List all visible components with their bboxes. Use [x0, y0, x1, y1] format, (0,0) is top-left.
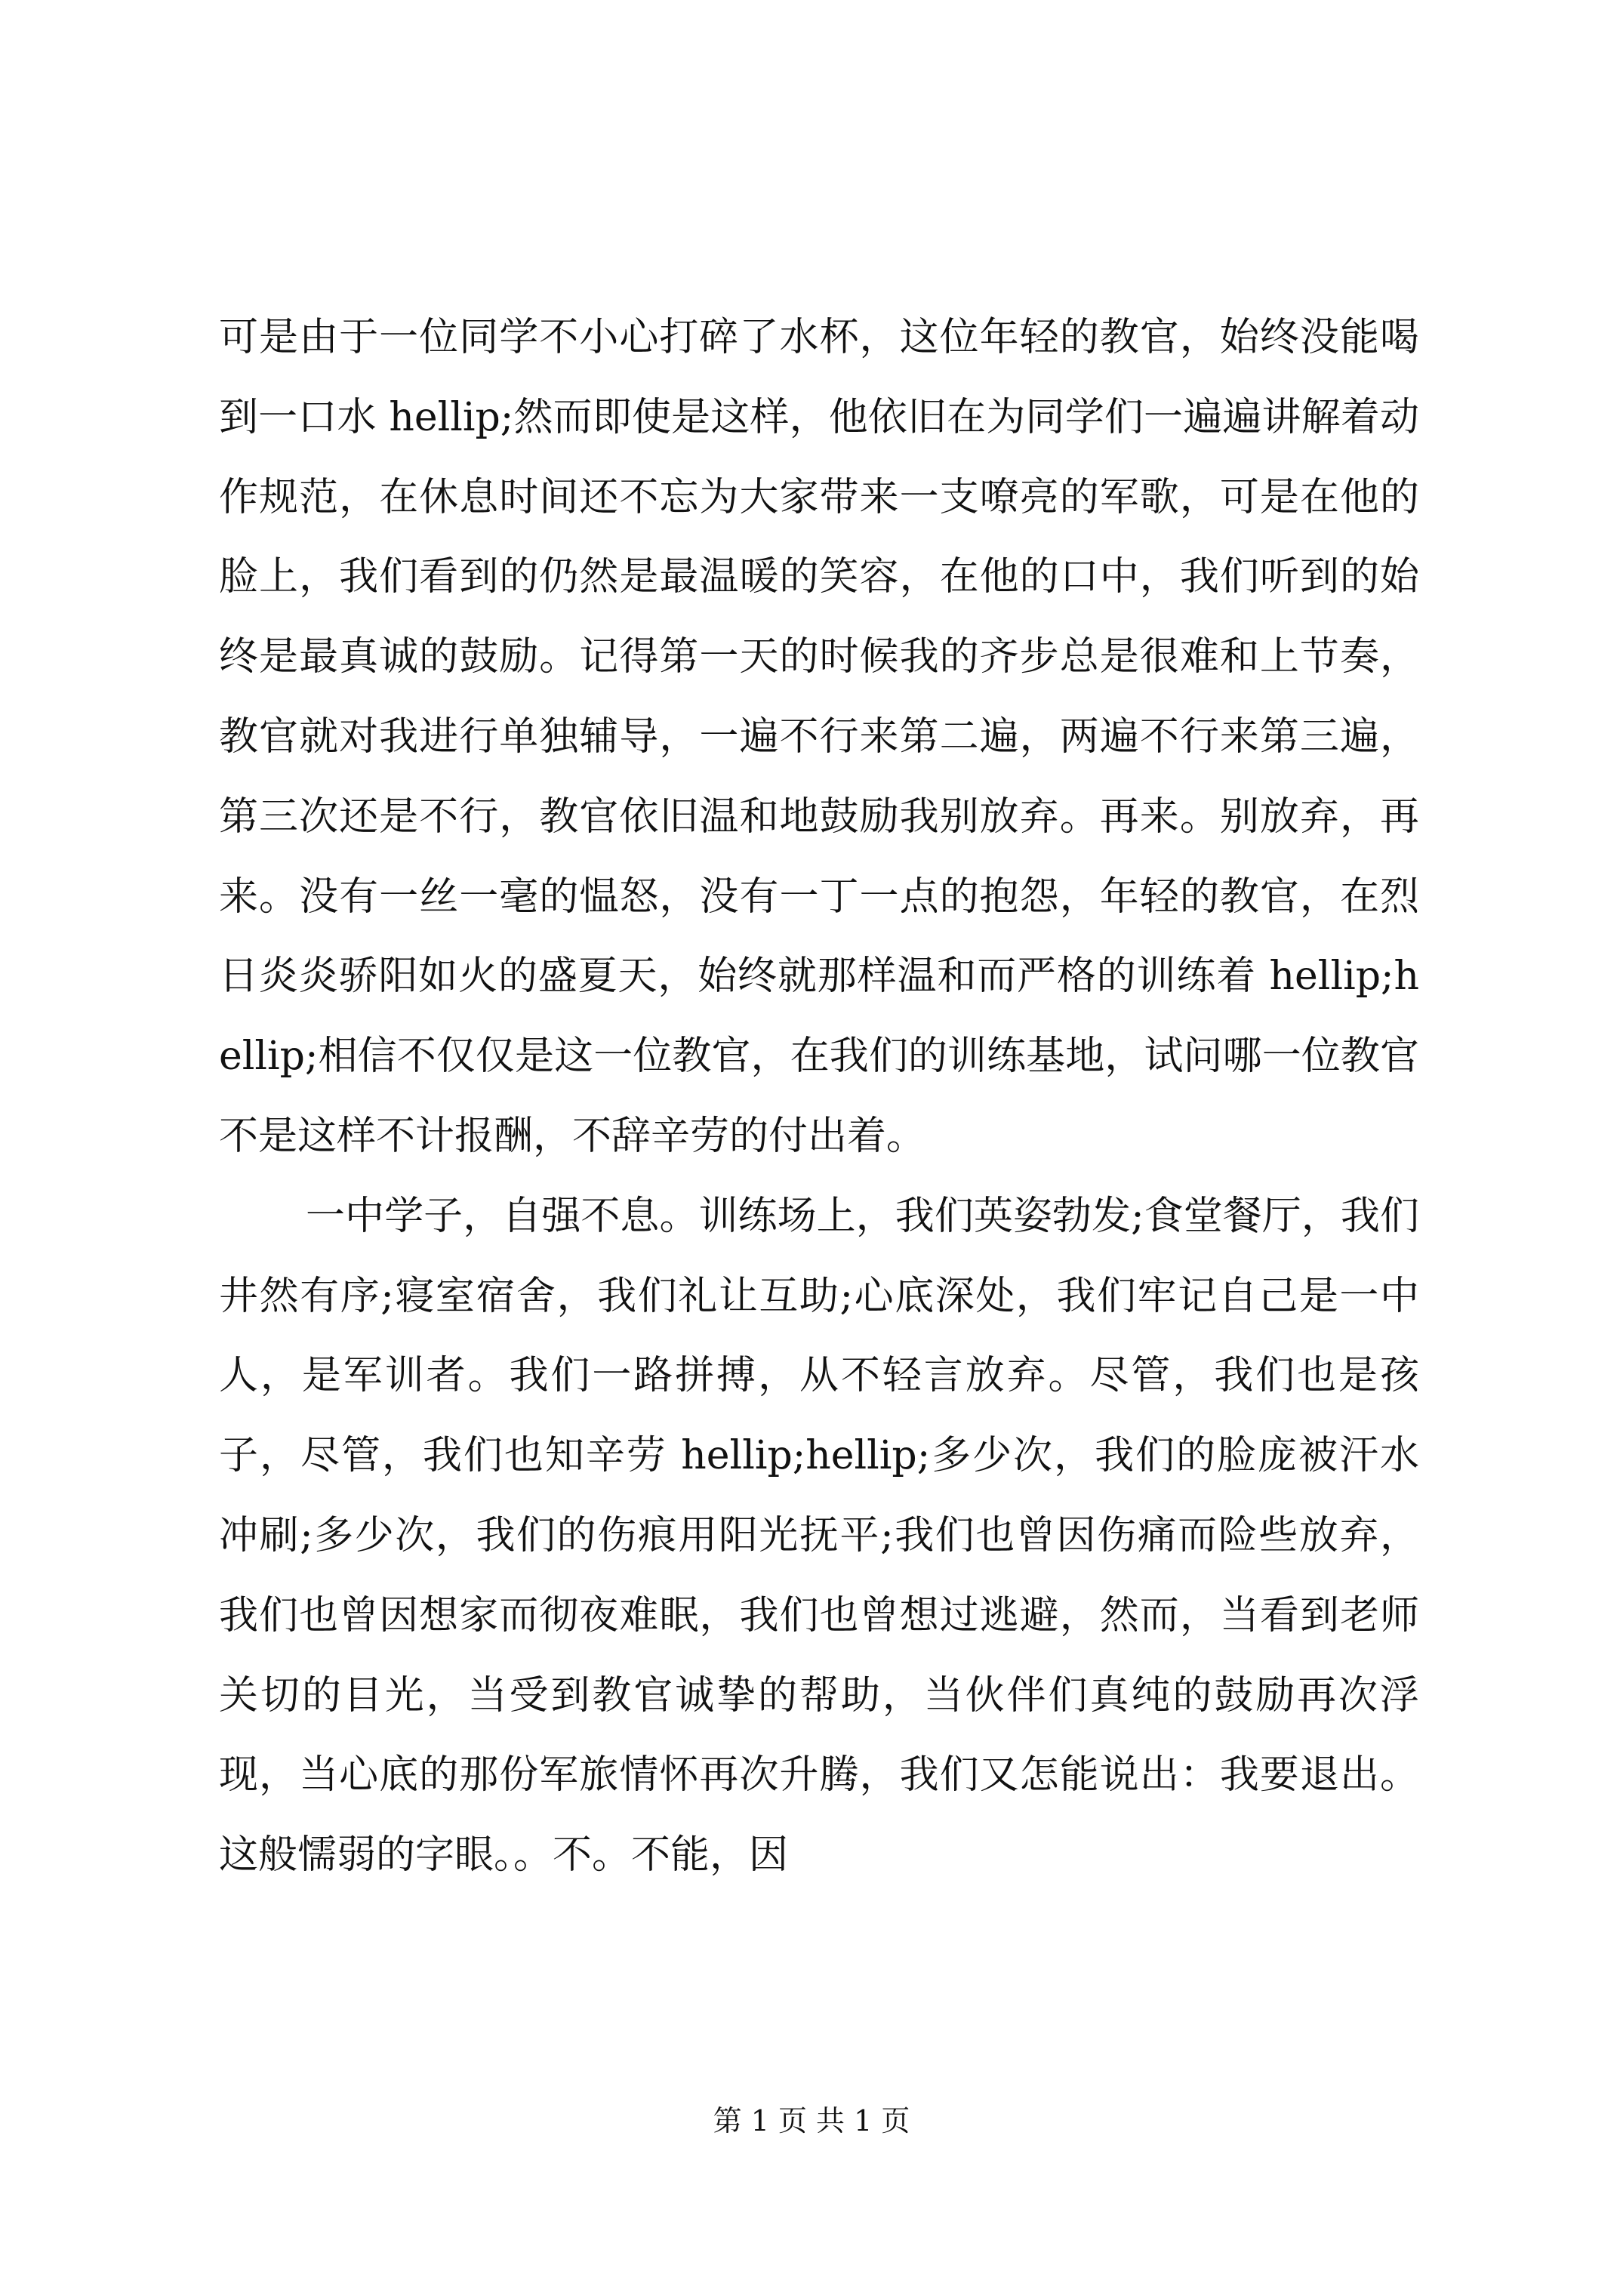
paragraph-1: 可是由于一位同学不小心打碎了水杯，这位年轻的教官，始终没能喝到一口水 hellip;然而即使是这样，他依旧在为同学们一遍遍讲解着动作规范，在休息时间还不忘为大家带来一支嘹亮的军歌，可是在他的脸上，我们看到的仍然是最温暖的笑容，在他的口中，我们听到的始终是最真诚的鼓励。记得第一天的时候我的齐步总是很难和上节奏，教官就对我进行单独辅导，一遍不行来第二遍，两遍不行来第三遍，第三次还是不行，教官依旧温和地鼓励我别放弃。再来。别放弃，再来。没有一丝一毫的愠怒，没有一丁一点的抱怨，年轻的教官，在烈日炎炎骄阳如火的盛夏天，始终就那样温和而严格的训练着 hellip;hellip;相信不仅仅是这一位教官，在我们的训练基地，试问哪一位教官不是这样不计报酬，不辞辛劳的付出着。: [219, 315, 1419, 1159]
page-footer: 第 1 页 共 1 页: [713, 2104, 910, 2137]
paragraph-2: 一中学子，自强不息。训练场上，我们英姿勃发;食堂餐厅，我们井然有序;寝室宿舍，我们礼让互助;心底深处，我们牢记自己是一中人，是军训者。我们一路拼搏，从不轻言放弃。尽管，我们也是孩子，尽管，我们也知辛劳 hellip;hellip;多少次，我们的脸庞被汗水冲刷;多少次，我们的伤痕用阳光抚平;我们也曾因伤痛而险些放弃，我们也曾因想家而彻夜难眠，我们也曾想过逃避，然而，当看到老师关切的目光，当受到教官诚挚的帮助，当伙伴们真纯的鼓励再次浮现，当心底的那份军旅情怀再次升腾，我们又怎能说出：我要退出。这般懦弱的字眼。。不。不能，因: [219, 1193, 1419, 1878]
document-body: [219, 298, 1419, 1896]
